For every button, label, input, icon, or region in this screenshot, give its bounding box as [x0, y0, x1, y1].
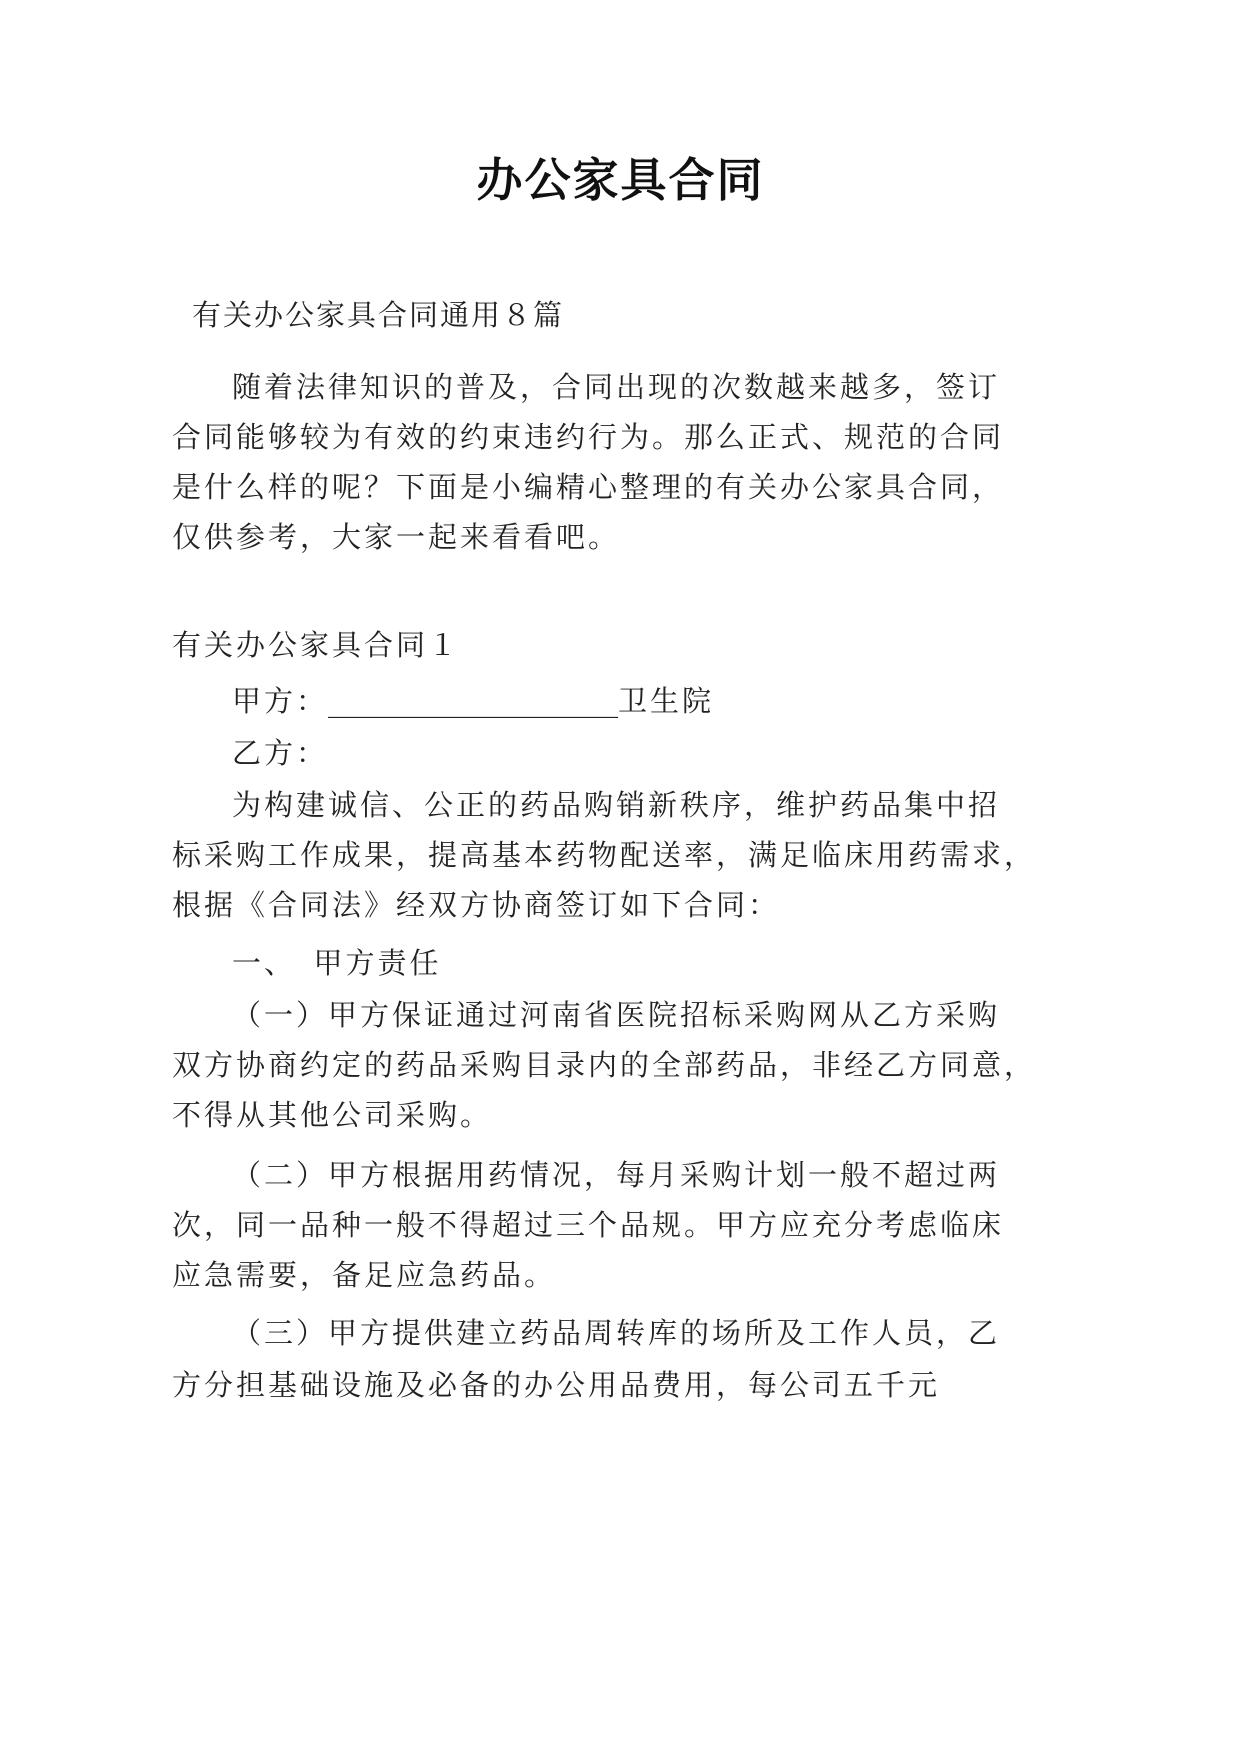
document-subtitle: 有关办公家具合同通用８篇 [192, 298, 565, 332]
intro-line: 随着法律知识的普及，合同出现的次数越来越多，签订 [232, 370, 1001, 404]
intro-line: 合同能够较为有效的约束违约行为。那么正式、规范的合同 [172, 420, 1005, 454]
purpose-line: 根据《合同法》经双方协商签订如下合同： [172, 888, 781, 922]
party-a-line [232, 676, 714, 726]
party-b-line: 乙方： [232, 736, 329, 770]
clause-line: 双方协商约定的药品采购目录内的全部药品，非经乙方同意， [172, 1048, 1037, 1082]
clause-heading: 一、 甲方责任 [232, 946, 442, 980]
clause-line: （三）甲方提供建立药品周转库的场所及工作人员，乙 [232, 1316, 1001, 1350]
party-a-label: 甲方： [232, 684, 329, 718]
party-a-blank: ____________________ [328, 684, 619, 718]
clause-line: 次，同一品种一般不得超过三个品规。甲方应充分考虑临床 [172, 1208, 1005, 1242]
clause-line: 方分担基础设施及必备的办公用品费用，每公司五千元 [172, 1368, 941, 1402]
intro-line: 是什么样的呢？下面是小编精心整理的有关办公家具合同， [172, 470, 1005, 504]
party-a-name: 卫生院 [618, 684, 715, 718]
clause-line: （二）甲方根据用药情况，每月采购计划一般不超过两 [232, 1158, 1001, 1192]
purpose-line: 标采购工作成果，提高基本药物配送率，满足临床用药需求， [172, 838, 1037, 872]
intro-line: 仅供参考，大家一起来看看吧。 [172, 520, 621, 554]
section-heading: 有关办公家具合同１ [172, 628, 461, 662]
clause-line: （一）甲方保证通过河南省医院招标采购网从乙方采购 [232, 998, 1001, 1032]
clause-line: 应急需要，备足应急药品。 [172, 1258, 557, 1292]
purpose-line: 为构建诚信、公正的药品购销新秩序，维护药品集中招 [232, 788, 1001, 822]
clause-line: 不得从其他公司采购。 [172, 1098, 493, 1132]
document-title: 办公家具合同 [476, 153, 765, 207]
